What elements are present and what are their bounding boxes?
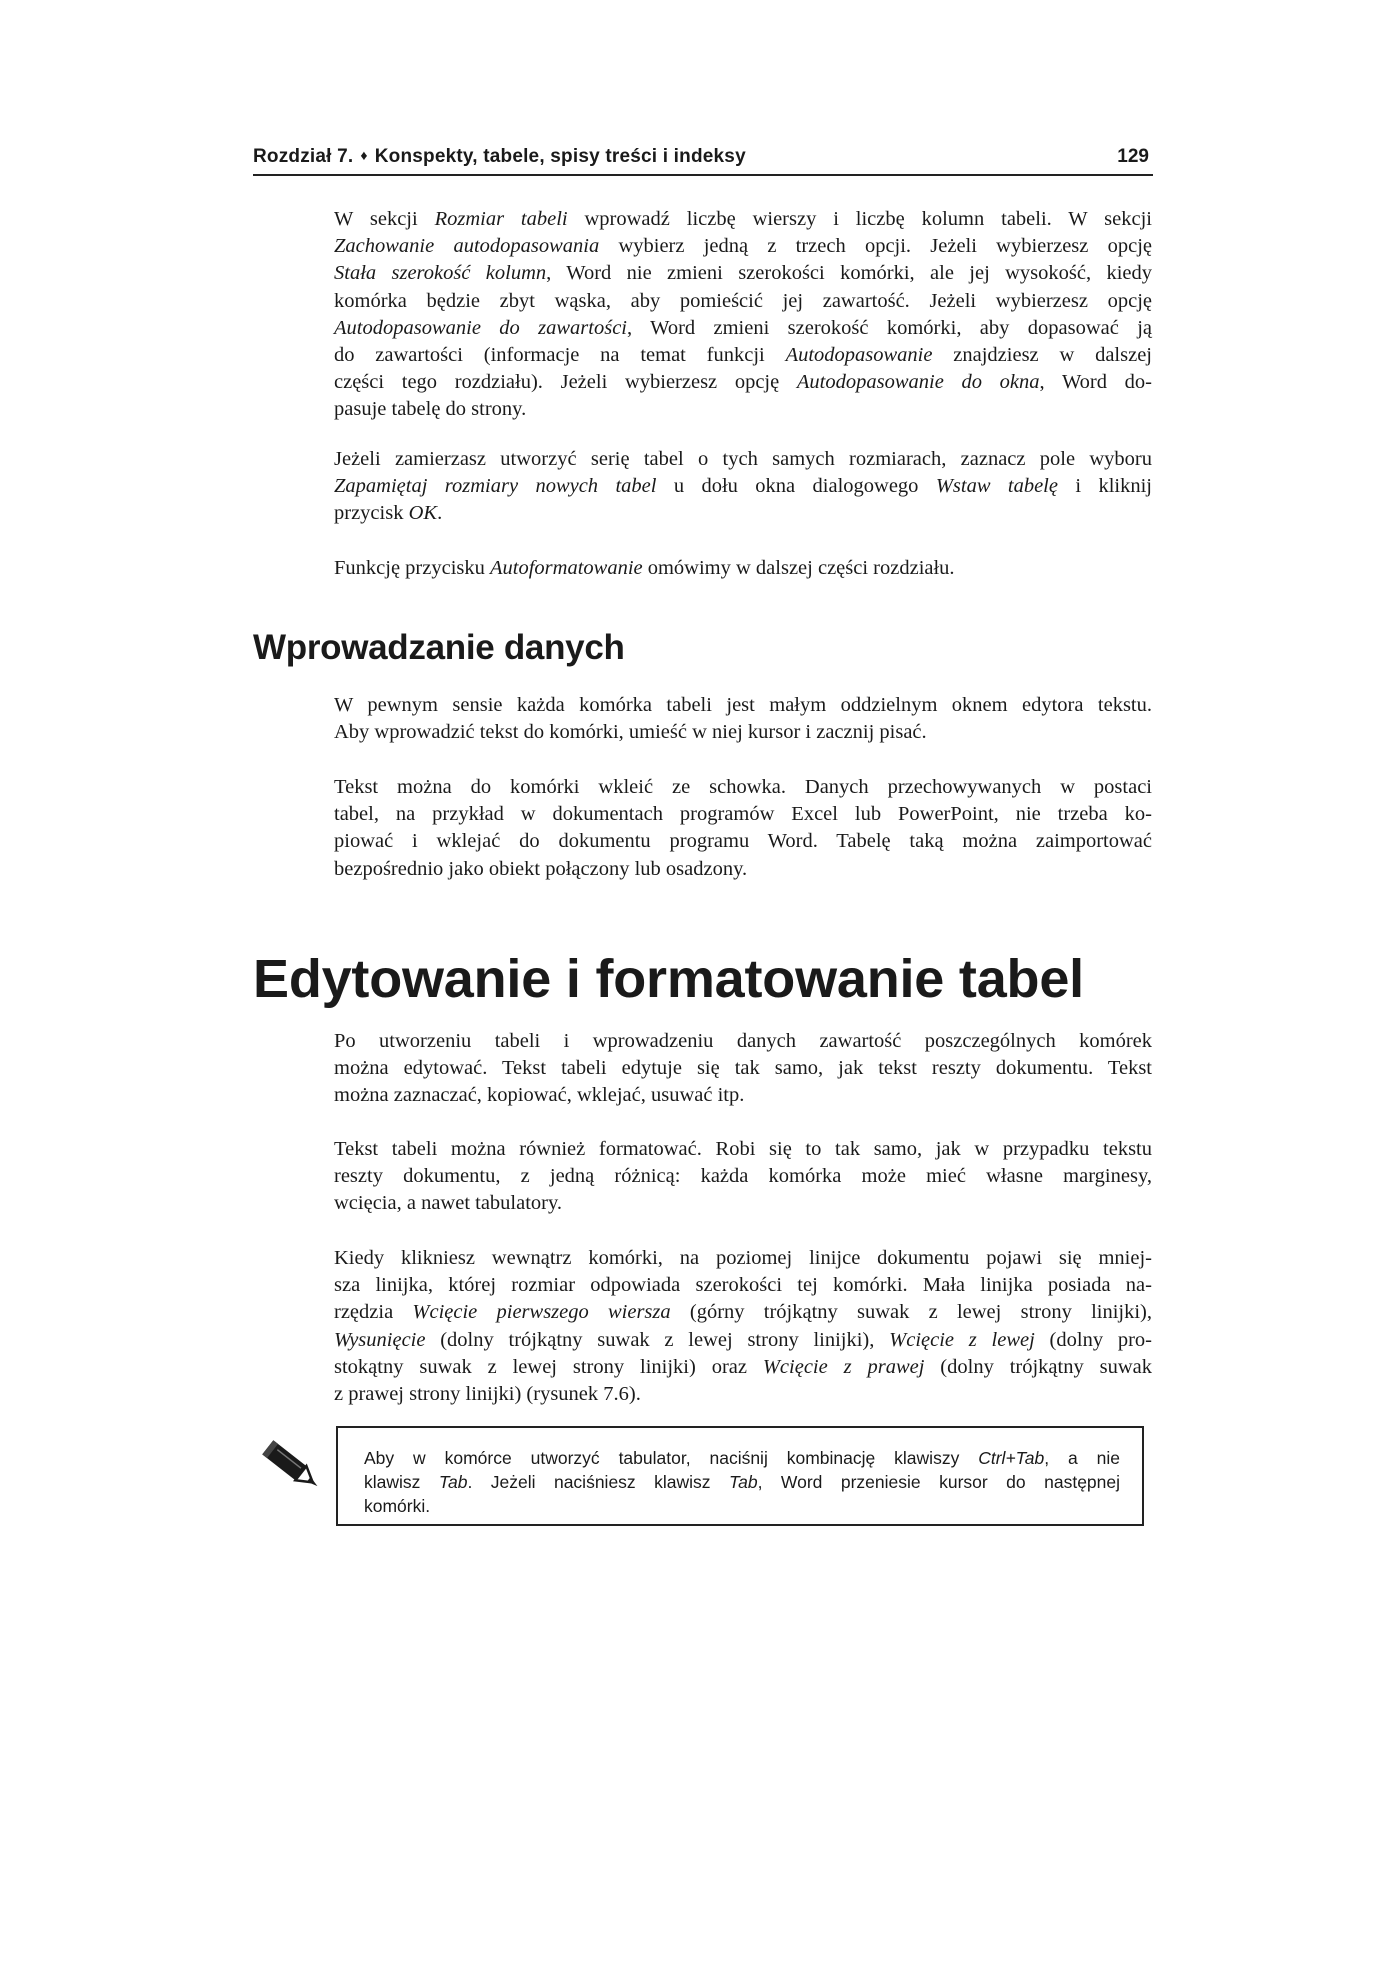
paragraph-edit bbox=[334, 1028, 1152, 1110]
paragraph-autoformat bbox=[334, 555, 1152, 582]
text-line: części tego rozdziału). Jeżeli wybierzesz opcję Autodopasowanie do okna, Word do- bbox=[334, 371, 1152, 394]
text-line: rzędzia Wcięcie pierwszego wiersza (górny trójkątny suwak z lewej strony linijki), bbox=[334, 1301, 1152, 1324]
text-line: przycisk OK. bbox=[334, 502, 443, 525]
text-line: z prawej strony linijki) (rysunek 7.6). bbox=[334, 1383, 641, 1406]
italic-term: Wcięcie z prawej bbox=[762, 1355, 925, 1378]
text-line: Stała szerokość kolumn, Word nie zmieni szerokości komórki, ale jej wysokość, kiedy bbox=[334, 262, 1152, 285]
italic-term: OK bbox=[408, 502, 438, 525]
page-number: 129 bbox=[1117, 146, 1149, 167]
italic-term: Zapamiętaj rozmiary nowych tabel bbox=[334, 475, 657, 498]
text-line: Zapamiętaj rozmiary nowych tabel u dołu okna dialogowego Wstaw tabelę i kliknij bbox=[334, 475, 1152, 498]
diamond-separator: ♦ bbox=[360, 147, 368, 163]
text-line: Wysunięcie (dolny trójkątny suwak z lewej strony linijki), Wcięcie z lewej (dolny pro- bbox=[334, 1328, 1152, 1351]
text-line: sza linijka, której rozmiar odpowiada szerokości tej komórki. Mała linijka posiada na- bbox=[334, 1274, 1152, 1297]
italic-term: Wcięcie z lewej bbox=[889, 1328, 1035, 1351]
chapter-number: Rozdział 7. bbox=[253, 146, 354, 167]
text-line: Aby wprowadzić tekst do komórki, umieść w niej kursor i zacznij pisać. bbox=[334, 721, 927, 744]
text-line: bezpośrednio jako obiekt połączony lub osadzony. bbox=[334, 857, 748, 880]
italic-term: Stała szerokość kolumn bbox=[334, 262, 547, 285]
italic-term: Autodopasowanie do zawartości bbox=[334, 316, 627, 339]
italic-term: Tab bbox=[438, 1472, 468, 1492]
italic-term: Autodopasowanie bbox=[785, 344, 933, 367]
chapter-heading: Edytowanie i formatowanie tabel bbox=[253, 949, 1084, 1009]
text-line: pasuje tabelę do strony. bbox=[334, 398, 527, 421]
italic-term: Ctrl+Tab bbox=[978, 1448, 1045, 1468]
text-line: piować i wklejać do dokumentu programu Word. Tabelę taką można zaimportować bbox=[334, 830, 1152, 853]
paragraph-paste bbox=[334, 774, 1152, 883]
text-line: klawisz Tab. Jeżeli naciśniesz klawisz Tab, Word przeniesie kursor do następnej bbox=[364, 1472, 1121, 1492]
running-header bbox=[253, 146, 1153, 176]
text-line: komórki. bbox=[364, 1496, 431, 1516]
paragraph-table-size bbox=[334, 206, 1152, 424]
italic-term: Wysunięcie bbox=[334, 1328, 426, 1351]
text-line: do zawartości (informacje na temat funkcji Autodopasowanie znajdziesz w dalszej bbox=[334, 344, 1152, 367]
note-text bbox=[364, 1446, 1120, 1518]
text-line: Autodopasowanie do zawartości, Word zmieni szerokość komórki, aby dopasować ją bbox=[334, 316, 1153, 339]
text-line: można edytować. Tekst tabeli edytuje się tak samo, jak tekst reszty dokumentu. Tekst bbox=[334, 1057, 1152, 1080]
text-line: tabel, na przykład w dokumentach programów Excel lub PowerPoint, nie trzeba ko- bbox=[334, 803, 1152, 826]
text-line: wcięcia, a nawet tabulatory. bbox=[334, 1192, 563, 1215]
text-line: Po utworzeniu tabeli i wprowadzeniu danych zawartość poszczególnych komórek bbox=[334, 1030, 1152, 1052]
text-line: Jeżeli zamierzasz utworzyć serię tabel o tych samych rozmiarach, zaznacz pole wyboru bbox=[334, 448, 1152, 470]
paragraph-format bbox=[334, 1136, 1152, 1218]
text-line: W sekcji Rozmiar tabeli wprowadź liczbę wierszy i liczbę kolumn tabeli. W sekcji bbox=[334, 208, 1152, 230]
italic-term: Rozmiar tabeli bbox=[434, 208, 568, 230]
italic-term: Wstaw tabelę bbox=[935, 475, 1058, 498]
text-line: reszty dokumentu, z jedną różnicą: każda komórka może mieć własne marginesy, bbox=[334, 1165, 1152, 1188]
note-box bbox=[336, 1426, 1144, 1526]
pencil-icon bbox=[258, 1434, 328, 1500]
paragraph-ruler bbox=[334, 1245, 1152, 1408]
italic-term: Tab bbox=[729, 1472, 758, 1492]
text-line: Funkcję przycisku Autoformatowanie omówimy w dalszej części rozdziału. bbox=[334, 557, 955, 579]
text-line: stokątny suwak z lewej strony linijki) oraz Wcięcie z prawej (dolny trójkątny suwak bbox=[334, 1355, 1152, 1378]
text-line: Zachowanie autodopasowania wybierz jedną z trzech opcji. Jeżeli wybierzesz opcję bbox=[334, 235, 1152, 258]
text-line: komórka będzie zbyt wąska, aby pomieścić jej zawartość. Jeżeli wybierzesz opcję bbox=[334, 289, 1152, 312]
paragraph-cell-editor bbox=[334, 692, 1152, 746]
text-line: W pewnym sensie każda komórka tabeli jest małym oddzielnym oknem edytora tekstu. bbox=[334, 694, 1152, 716]
text-line: Tekst można do komórki wkleić ze schowka. Danych przechowywanych w postaci bbox=[334, 776, 1152, 798]
italic-term: Wcięcie pierwszego wiersza bbox=[412, 1301, 671, 1324]
text-line: Tekst tabeli można również formatować. Robi się to tak samo, jak w przypadku tekstu bbox=[334, 1138, 1152, 1160]
section-heading: Wprowadzanie danych bbox=[253, 628, 625, 667]
italic-term: Autoformatowanie bbox=[490, 557, 643, 579]
text-line: Aby w komórce utworzyć tabulator, naciśnij kombinację klawiszy Ctrl+Tab, a nie bbox=[364, 1448, 1120, 1468]
text-line: można zaznaczać, kopiować, wklejać, usuwać itp. bbox=[334, 1084, 745, 1107]
paragraph-remember-sizes bbox=[334, 446, 1152, 528]
text-line: Kiedy klikniesz wewnątrz komórki, na poziomej linijce dokumentu pojawi się mniej- bbox=[334, 1247, 1152, 1269]
italic-term: Autodopasowanie do okna bbox=[796, 371, 1040, 394]
chapter-title: Konspekty, tabele, spisy treści i indeksy bbox=[374, 146, 746, 167]
italic-term: Zachowanie autodopasowania bbox=[334, 235, 600, 258]
header-chapter bbox=[253, 146, 746, 168]
